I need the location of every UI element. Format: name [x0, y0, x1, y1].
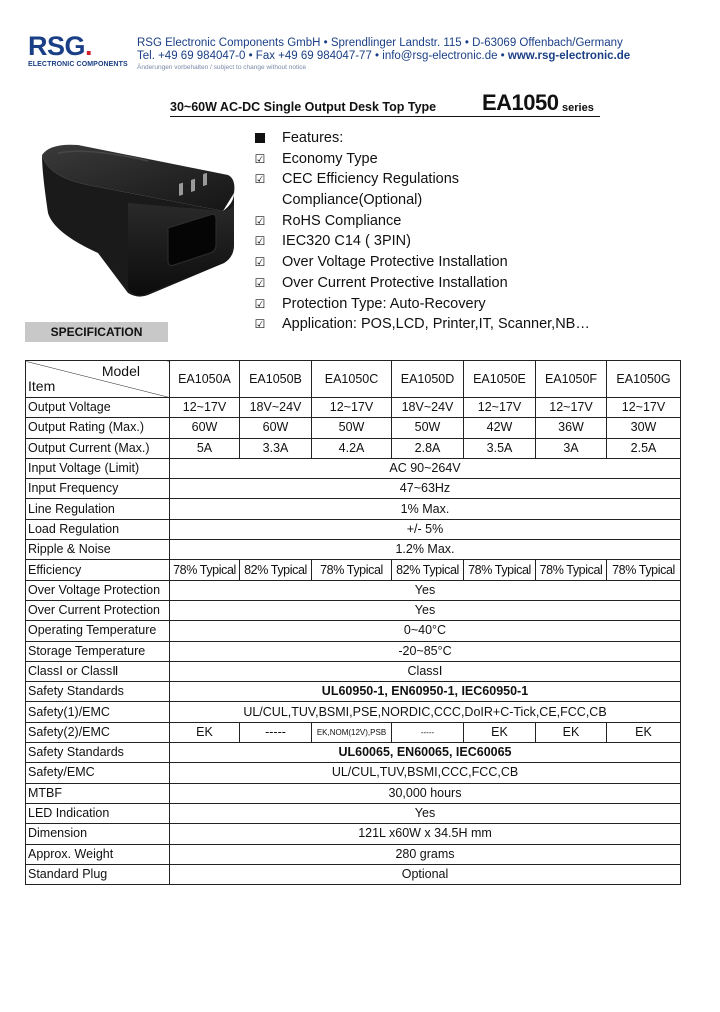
feature-item: ☑ Over Voltage Protective Installation: [253, 252, 693, 273]
model-header: EA1050F: [536, 361, 607, 398]
table-corner-cell: Model Item: [26, 361, 170, 398]
table-row-load-regulation: Load Regulation +/- 5%: [26, 519, 681, 539]
checkbox-checked-icon: ☑: [254, 255, 266, 270]
checkbox-checked-icon: ☑: [254, 234, 266, 249]
table-row-storage-temp: Storage Temperature -20~85°C: [26, 641, 681, 661]
product-model: EA1050: [482, 90, 559, 115]
table-row-dimension: Dimension 121L x60W x 34.5H mm: [26, 824, 681, 844]
feature-item: ☑ CEC Efficiency Regulations: [253, 169, 693, 190]
logo-tagline: ELECTRONIC COMPONENTS: [28, 61, 128, 68]
table-row-led: LED Indication Yes: [26, 803, 681, 823]
feature-item: ☑ IEC320 C14 ( 3PIN): [253, 231, 693, 252]
table-row-output-rating: Output Rating (Max.) 60W 60W 50W 50W 42W 36W 30W: [26, 418, 681, 438]
table-row-mtbf: MTBF 30,000 hours: [26, 783, 681, 803]
power-adapter-photo: [28, 133, 238, 301]
table-row-safety-emc: Safety/EMC UL/CUL,TUV,BSMI,CCC,FCC,CB: [26, 763, 681, 783]
model-header: EA1050C: [312, 361, 392, 398]
table-row-output-current: Output Current (Max.) 5A 3.3A 4.2A 2.8A 3.5A 3A 2.5A: [26, 438, 681, 458]
model-header: EA1050D: [392, 361, 464, 398]
logo-wordmark: RSG.: [28, 31, 93, 61]
features-list: [253, 128, 693, 335]
feature-item: ☑ Over Current Protective Installation: [253, 273, 693, 294]
model-header: EA1050A: [170, 361, 240, 398]
model-header: EA1050G: [607, 361, 681, 398]
checkbox-checked-icon: ☑: [254, 172, 266, 187]
checkbox-checked-icon: ☑: [254, 275, 266, 290]
feature-item: ☑ Application: POS,LCD, Printer,IT, Scanner,NB…: [253, 314, 693, 335]
product-type: 30~60W AC-DC Single Output Desk Top Type: [170, 100, 437, 114]
feature-item: ☑ Economy Type: [253, 149, 693, 170]
table-row-ripple-noise: Ripple & Noise 1.2% Max.: [26, 540, 681, 560]
table-row-safety1-emc: Safety(1)/EMC UL/CUL,TUV,BSMI,PSE,NORDIC,CCC,DoIR+C-Tick,CE,FCC,CB: [26, 702, 681, 722]
table-row-input-voltage: Input Voltage (Limit) AC 90~264V: [26, 458, 681, 478]
checkbox-checked-icon: ☑: [254, 317, 266, 332]
model-header: EA1050B: [240, 361, 312, 398]
product-title: [170, 92, 600, 117]
features-heading: Features:: [253, 128, 693, 149]
specification-label: SPECIFICATION: [25, 322, 168, 342]
disclaimer-note: Änderungen vorbehalten / subject to change without notice: [137, 64, 307, 71]
table-row-line-regulation: Line Regulation 1% Max.: [26, 499, 681, 519]
table-row-efficiency: Efficiency 78% Typical 82% Typical 78% Typical 82% Typical 78% Typical 78% Typical 78% Typical: [26, 560, 681, 580]
table-row-plug: Standard Plug Optional: [26, 864, 681, 884]
checkbox-checked-icon: ☑: [254, 213, 266, 228]
feature-item: Compliance(Optional): [282, 192, 423, 209]
table-row-weight: Approx. Weight 280 grams: [26, 844, 681, 864]
company-website-link[interactable]: www.rsg-electronic.de: [507, 50, 631, 62]
company-address: RSG Electronic Components GmbH • Sprendlinger Landstr. 115 • D-63069 Offenbach/Germany: [137, 37, 623, 49]
square-bullet-icon: [253, 128, 267, 150]
table-row-safety-standards-2: Safety Standards UL60065, EN60065, IEC60065: [26, 743, 681, 763]
company-contact: Tel. +49 69 984047-0 • Fax +49 69 984047-77 • info@rsg-electronic.de • www.rsg-electronic.de: [137, 50, 631, 62]
table-row-safety2-emc: Safety(2)/EMC EK ----- EK,NOM(12V),PSB ----- EK EK EK: [26, 722, 681, 742]
checkbox-checked-icon: ☑: [254, 151, 266, 166]
table-row-safety-standards-1: Safety Standards UL60950-1, EN60950-1, IEC60950-1: [26, 682, 681, 702]
table-row-ocp: Over Current Protection Yes: [26, 600, 681, 620]
company-info: [137, 37, 631, 72]
specification-table: [25, 360, 681, 885]
table-row-class: ClassⅠ or ClassⅡ ClassⅠ: [26, 661, 681, 681]
table-row-operating-temp: Operating Temperature 0~40°C: [26, 621, 681, 641]
feature-item: ☑ Protection Type: Auto-Recovery: [253, 294, 693, 315]
table-header-row: [26, 361, 681, 398]
checkbox-checked-icon: ☑: [254, 296, 266, 311]
table-row-output-voltage: Output Voltage 12~17V 18V~24V 12~17V 18V~24V 12~17V 12~17V 12~17V: [26, 398, 681, 418]
product-series: series: [562, 102, 594, 114]
table-row-ovp: Over Voltage Protection Yes: [26, 580, 681, 600]
company-logo: [28, 31, 128, 68]
model-header: EA1050E: [464, 361, 536, 398]
table-row-input-frequency: Input Frequency 47~63Hz: [26, 479, 681, 499]
feature-item: ☑ RoHS Compliance: [253, 211, 693, 232]
